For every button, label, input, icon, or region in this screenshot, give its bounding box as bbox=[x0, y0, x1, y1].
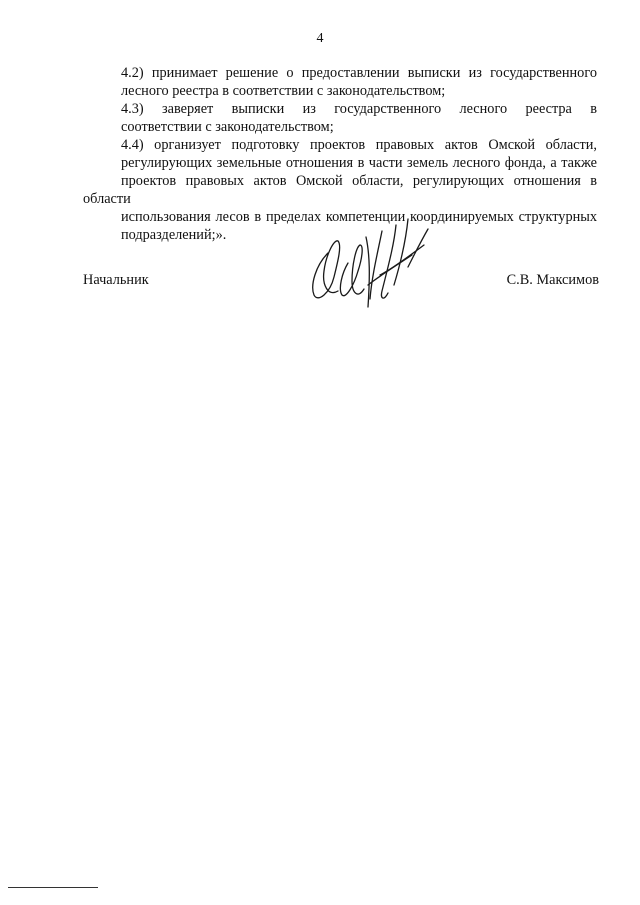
paragraph-line: регулирующих земельные отношения в части земель лесного фонда, а также bbox=[121, 155, 597, 171]
paragraph-line: соответствии с законодательством; bbox=[121, 119, 334, 135]
signer-position: Начальник bbox=[83, 272, 149, 288]
signer-name: С.В. Максимов bbox=[506, 272, 599, 288]
paragraph-4-3 bbox=[83, 100, 597, 136]
paragraph-line: использования лесов в пределах компетенции координируемых структурных bbox=[121, 209, 597, 225]
paragraph-line: лесного реестра в соответствии с законодательством; bbox=[121, 83, 446, 99]
paragraph-4-2 bbox=[83, 64, 597, 100]
paragraph-line: проектов правовых актов Омской области, регулирующих отношения в области bbox=[83, 173, 597, 207]
paragraph-line: 4.2) принимает решение о предоставлении выписки из государственного bbox=[121, 65, 597, 81]
page-number: 4 bbox=[316, 31, 324, 46]
paragraph-line: подразделений;». bbox=[121, 227, 227, 243]
paragraph-line: 4.4) организует подготовку проектов правовых актов Омской области, bbox=[121, 137, 597, 153]
paragraph-line: 4.3) заверяет выписки из государственного лесного реестра в bbox=[121, 101, 597, 117]
handwritten-signature bbox=[308, 215, 440, 315]
footer-line bbox=[8, 887, 98, 888]
